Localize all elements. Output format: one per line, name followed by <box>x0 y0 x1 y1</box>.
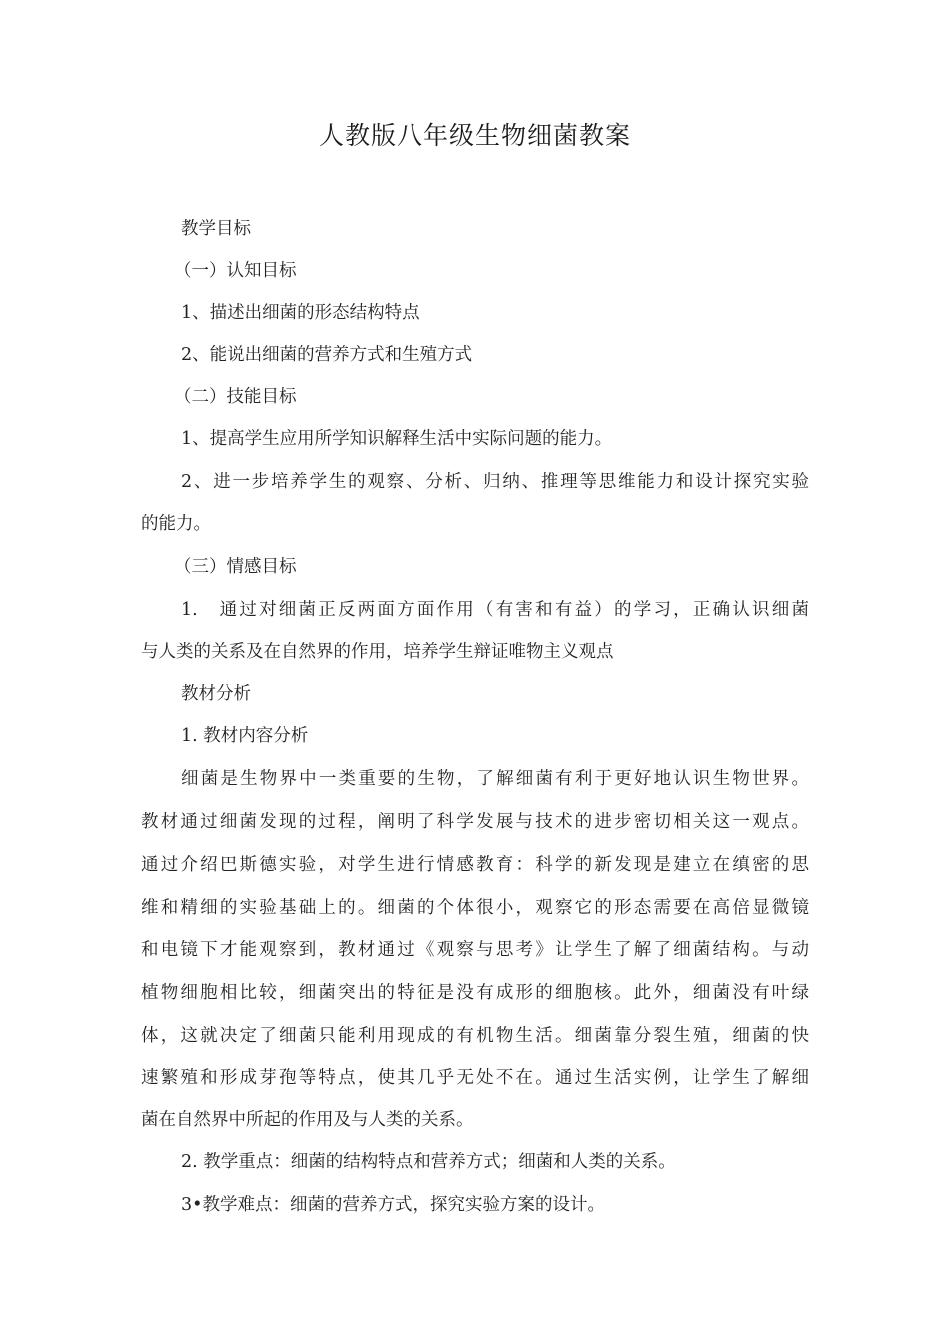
paragraph-line: 教材通过细菌发现的过程，阐明了科学发展与技术的进步密切相关这一观点。 <box>141 812 809 832</box>
paragraph-line: 2、能说出细菌的营养方式和生殖方式 <box>181 345 473 365</box>
paragraph-line: 体，这就决定了细菌只能利用现成的有机物生活。细菌靠分裂生殖，细菌的快 <box>141 1026 809 1046</box>
paragraph-line: 速繁殖和形成芽孢等特点，使其几乎无处不在。通过生活实例，让学生了解细 <box>141 1068 809 1088</box>
document-title: 人教版八年级生物细菌教案 <box>318 121 631 150</box>
paragraph-line: 通过介绍巴斯德实验，对学生进行情感教育：科学的新发现是建立在缜密的思 <box>141 855 809 875</box>
teaching-focus: 2. 教学重点：细菌的结构特点和营养方式；细菌和人类的关系。 <box>181 1152 676 1172</box>
paragraph-line: 的能力。 <box>141 514 211 534</box>
subheading-cognitive-goals: （一）认知目标 <box>174 261 297 281</box>
paragraph-line: 和电镜下才能观察到，教材通过《观察与思考》让学生了解了细菌结构。与动 <box>141 940 809 960</box>
paragraph-line: 维和精细的实验基础上的。细菌的个体很小，观察它的形态需要在高倍显微镜 <box>141 898 809 918</box>
subheading-emotional-goals: （三）情感目标 <box>174 557 297 577</box>
subheading-content-analysis: 1. 教材内容分析 <box>181 726 309 746</box>
paragraph-line: 菌在自然界中所起的作用及与人类的关系。 <box>141 1110 474 1130</box>
paragraph-line: 细菌是生物界中一类重要的生物，了解细菌有利于更好地认识生物世界。 <box>181 769 809 789</box>
subheading-skill-goals: （二）技能目标 <box>174 387 297 407</box>
paragraph-line: 1、描述出细菌的形态结构特点 <box>181 303 420 323</box>
paragraph-line: 植物细胞相比较，细菌突出的特征是没有成形的细胞核。此外，细菌没有叶绿 <box>141 983 809 1003</box>
teaching-difficulty: 3•教学难点：细菌的营养方式，探究实验方案的设计。 <box>181 1195 605 1215</box>
heading-textbook-analysis: 教材分析 <box>181 684 251 704</box>
heading-teaching-goals: 教学目标 <box>181 219 251 239</box>
paragraph-line: 1、提高学生应用所学知识解释生活中实际问题的能力。 <box>181 429 613 449</box>
paragraph-line: 1. 通过对细菌正反两面方面作用（有害和有益）的学习，正确认识细菌 <box>181 600 809 620</box>
paragraph-line: 2、进一步培养学生的观察、分析、归纳、推理等思维能力和设计探究实验 <box>181 472 809 492</box>
paragraph-line: 与人类的关系及在自然界的作用，培养学生辩证唯物主义观点 <box>141 642 614 662</box>
